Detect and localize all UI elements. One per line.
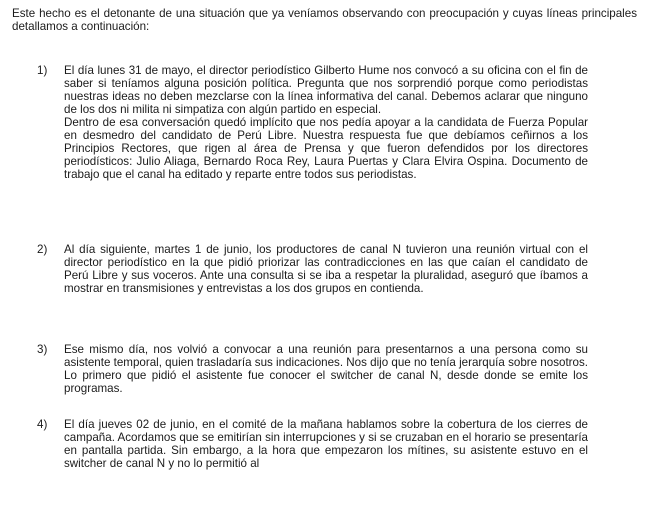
item-paragraph: El día jueves 02 de junio, en el comité de la mañana hablamos sobre la cobertura de los cierres de campaña. Acordamos que se emitirían sin interrupciones y si se cruzaban en el horario se presentaría en pantalla partida. Sin embargo, a la hora que empezaron los mítines, su asistente estuvo en el switcher de canal N y no lo permitió al bbox=[64, 418, 588, 470]
item-body bbox=[64, 343, 588, 395]
item-paragraph: Al día siguiente, martes 1 de junio, los productores de canal N tuvieron una reunión virtual con el director periodístico en la que pidió priorizar las contradicciones en las que caían el candidato de Perú Libre y sus voceros. Ante una consulta si se iba a respetar la pluralidad, aseguró que íbamos a mostrar en transmisiones y entrevistas a los dos grupos en contienda. bbox=[64, 243, 588, 295]
item-body bbox=[64, 243, 588, 295]
item-number: 1) bbox=[37, 64, 48, 77]
item-paragraph: El día lunes 31 de mayo, el director periodístico Gilberto Hume nos convocó a su oficina con el fin de saber si teníamos alguna posición política. Pregunta que nos sorprendió porque como periodistas nuestras ideas no deben mezclarse con la línea informativa del canal. Debemos aclarar que ninguno de los dos ni milita ni simpatiza con algún partido en especial. bbox=[64, 64, 588, 116]
item-number: 2) bbox=[37, 243, 48, 256]
item-number: 3) bbox=[37, 343, 48, 356]
item-paragraph: Ese mismo día, nos volvió a convocar a una reunión para presentarnos a una persona como su asistente temporal, quien trasladaría sus indicaciones. Nos dijo que no tenía jerarquía sobre nosotros. Lo primero que pidió el asistente fue conocer el switcher de canal N, desde donde se emite los programas. bbox=[64, 343, 588, 395]
intro-paragraph: Este hecho es el detonante de una situación que ya veníamos observando con preocupación y cuyas líneas principales detallamos a continuación: bbox=[12, 7, 637, 33]
item-body bbox=[64, 64, 588, 181]
item-body bbox=[64, 418, 588, 470]
item-number: 4) bbox=[37, 418, 48, 431]
item-paragraph: Dentro de esa conversación quedó implícito que nos pedía apoyar a la candidata de Fuerza Popular en desmedro del candidato de Perú Libre. Nuestra respuesta fue que debíamos ceñirnos a los Principios Rectores, que rigen al área de Prensa y que fueron defendidos por los directores periodísticos: Julio Aliaga, Bernardo Roca Rey, Laura Puertas y Clara Elvira Ospina. Documento de trabajo que el canal ha editado y reparte entre todos sus periodistas. bbox=[64, 116, 588, 181]
